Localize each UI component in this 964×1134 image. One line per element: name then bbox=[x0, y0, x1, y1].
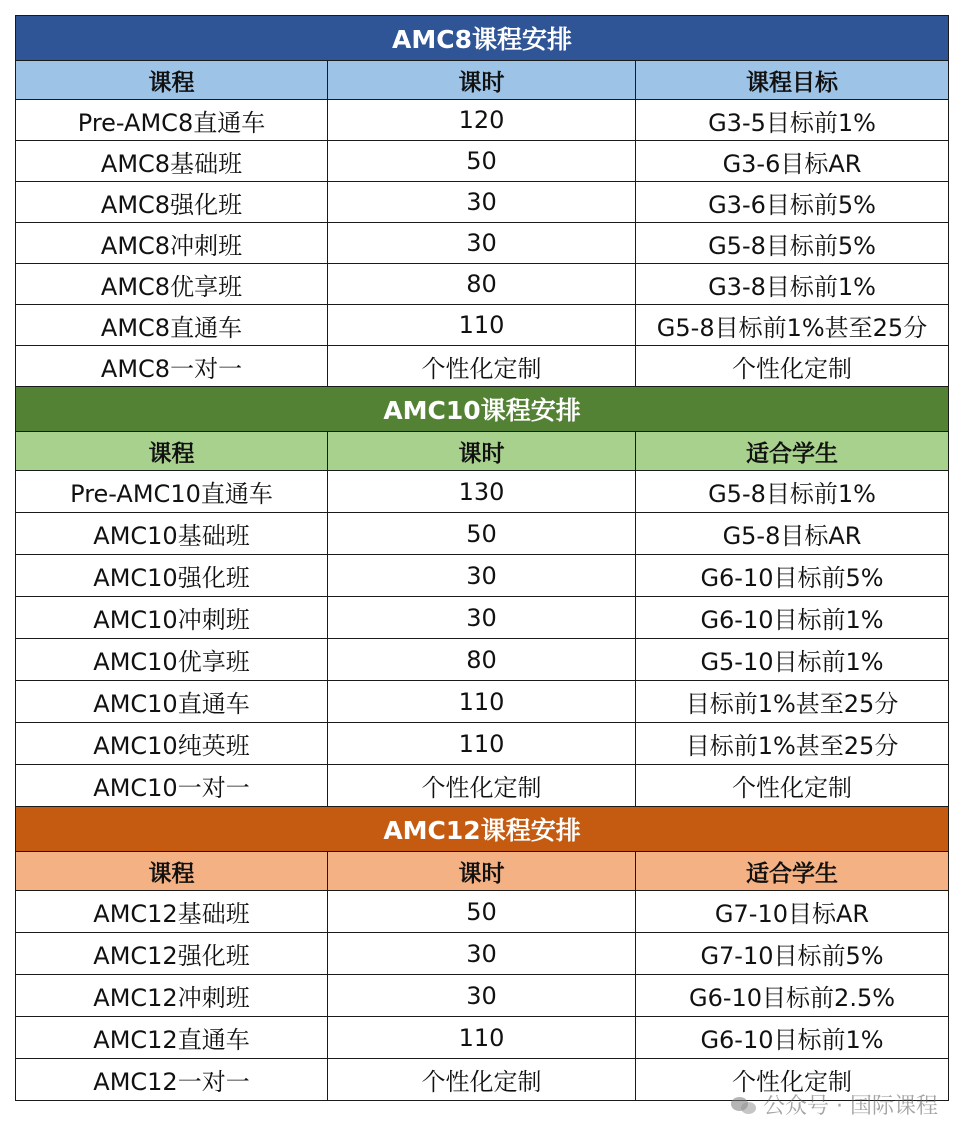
course-name: AMC8冲刺班 bbox=[16, 223, 328, 264]
table-row bbox=[16, 891, 949, 933]
table-row bbox=[16, 471, 949, 513]
column-header-hours: 课时 bbox=[328, 432, 636, 471]
course-schedule bbox=[15, 15, 948, 1101]
course-hours: 110 bbox=[328, 1017, 636, 1059]
column-header-hours: 课时 bbox=[328, 61, 636, 100]
table-row bbox=[16, 681, 949, 723]
table-row bbox=[16, 100, 949, 141]
course-target: 个性化定制 bbox=[636, 346, 949, 387]
course-target: G3-6目标AR bbox=[636, 141, 949, 182]
section-amc12 bbox=[16, 807, 949, 1101]
table-row bbox=[16, 346, 949, 387]
watermark bbox=[731, 1089, 938, 1120]
column-header-course: 课程 bbox=[16, 61, 328, 100]
table-row bbox=[16, 141, 949, 182]
course-target: G6-10目标前5% bbox=[636, 555, 949, 597]
course-target: 目标前1%甚至25分 bbox=[636, 723, 949, 765]
course-hours: 110 bbox=[328, 681, 636, 723]
course-name: Pre-AMC10直通车 bbox=[16, 471, 328, 513]
course-hours: 30 bbox=[328, 933, 636, 975]
course-name: AMC12一对一 bbox=[16, 1059, 328, 1101]
course-name: AMC10纯英班 bbox=[16, 723, 328, 765]
course-hours: 30 bbox=[328, 223, 636, 264]
table-row bbox=[16, 305, 949, 346]
course-hours: 个性化定制 bbox=[328, 346, 636, 387]
watermark-text: 公众号 · 国际课程 bbox=[763, 1094, 938, 1119]
course-name: AMC12直通车 bbox=[16, 1017, 328, 1059]
table-row bbox=[16, 597, 949, 639]
course-hours: 110 bbox=[328, 305, 636, 346]
course-target: G5-8目标前1% bbox=[636, 471, 949, 513]
course-hours: 130 bbox=[328, 471, 636, 513]
section-amc10 bbox=[16, 387, 949, 807]
course-target: G5-8目标前1%甚至25分 bbox=[636, 305, 949, 346]
course-target: 个性化定制 bbox=[636, 765, 949, 807]
course-hours: 30 bbox=[328, 555, 636, 597]
section-title: AMC8课程安排 bbox=[16, 16, 949, 61]
column-header-target: 课程目标 bbox=[636, 61, 949, 100]
table-row bbox=[16, 223, 949, 264]
course-target: G6-10目标前1% bbox=[636, 1017, 949, 1059]
table-row bbox=[16, 264, 949, 305]
course-name: AMC10一对一 bbox=[16, 765, 328, 807]
course-name: AMC10优享班 bbox=[16, 639, 328, 681]
course-target: G6-10目标前2.5% bbox=[636, 975, 949, 1017]
course-name: AMC10基础班 bbox=[16, 513, 328, 555]
table-row bbox=[16, 555, 949, 597]
course-target: G5-10目标前1% bbox=[636, 639, 949, 681]
course-hours: 个性化定制 bbox=[328, 765, 636, 807]
table-row bbox=[16, 765, 949, 807]
table-row bbox=[16, 1017, 949, 1059]
course-hours: 120 bbox=[328, 100, 636, 141]
table-row bbox=[16, 513, 949, 555]
column-header-target: 适合学生 bbox=[636, 432, 949, 471]
course-name: AMC12冲刺班 bbox=[16, 975, 328, 1017]
table-row bbox=[16, 975, 949, 1017]
course-name: AMC12基础班 bbox=[16, 891, 328, 933]
course-hours: 50 bbox=[328, 513, 636, 555]
wechat-icon bbox=[731, 1095, 757, 1115]
section-title: AMC12课程安排 bbox=[16, 807, 949, 852]
course-name: AMC8直通车 bbox=[16, 305, 328, 346]
course-target: G5-8目标前5% bbox=[636, 223, 949, 264]
section-amc8 bbox=[16, 16, 949, 387]
course-target: G3-5目标前1% bbox=[636, 100, 949, 141]
course-target: 个性化定制 bbox=[636, 1059, 949, 1101]
table-row bbox=[16, 723, 949, 765]
course-hours: 30 bbox=[328, 182, 636, 223]
course-hours: 80 bbox=[328, 639, 636, 681]
course-name: AMC8优享班 bbox=[16, 264, 328, 305]
course-hours: 50 bbox=[328, 891, 636, 933]
course-hours: 30 bbox=[328, 597, 636, 639]
course-hours: 50 bbox=[328, 141, 636, 182]
table-row bbox=[16, 639, 949, 681]
course-hours: 30 bbox=[328, 975, 636, 1017]
column-header-course: 课程 bbox=[16, 852, 328, 891]
column-header-hours: 课时 bbox=[328, 852, 636, 891]
course-name: AMC10强化班 bbox=[16, 555, 328, 597]
course-hours: 110 bbox=[328, 723, 636, 765]
course-hours: 80 bbox=[328, 264, 636, 305]
course-target: G7-10目标前5% bbox=[636, 933, 949, 975]
course-name: AMC12强化班 bbox=[16, 933, 328, 975]
course-target: G3-6目标前5% bbox=[636, 182, 949, 223]
course-table bbox=[15, 15, 949, 1101]
course-name: AMC8强化班 bbox=[16, 182, 328, 223]
course-name: AMC10冲刺班 bbox=[16, 597, 328, 639]
course-name: AMC10直通车 bbox=[16, 681, 328, 723]
course-target: G7-10目标AR bbox=[636, 891, 949, 933]
column-header-target: 适合学生 bbox=[636, 852, 949, 891]
course-target: G6-10目标前1% bbox=[636, 597, 949, 639]
column-header-course: 课程 bbox=[16, 432, 328, 471]
section-title: AMC10课程安排 bbox=[16, 387, 949, 432]
course-target: G3-8目标前1% bbox=[636, 264, 949, 305]
course-name: AMC8一对一 bbox=[16, 346, 328, 387]
table-row bbox=[16, 182, 949, 223]
course-target: 目标前1%甚至25分 bbox=[636, 681, 949, 723]
course-hours: 个性化定制 bbox=[328, 1059, 636, 1101]
course-name: Pre-AMC8直通车 bbox=[16, 100, 328, 141]
table-row bbox=[16, 933, 949, 975]
course-name: AMC8基础班 bbox=[16, 141, 328, 182]
course-target: G5-8目标AR bbox=[636, 513, 949, 555]
